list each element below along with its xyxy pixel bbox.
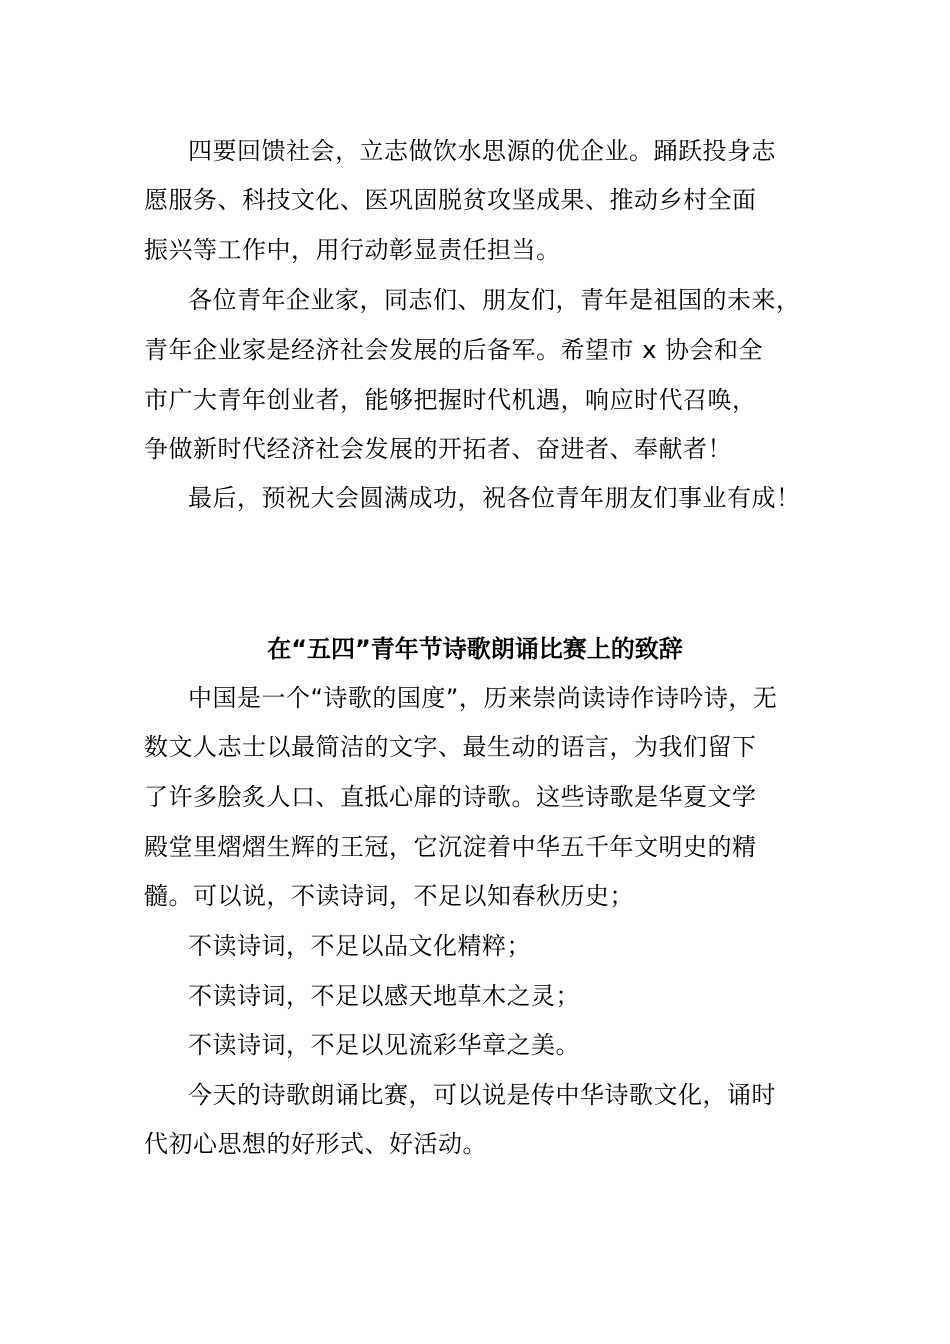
section-title: 在“五四”青年节诗歌朗诵比赛上的致辞 [267, 635, 683, 663]
paragraph-line: 振兴等工作中，用行动彰显责任担当。 [144, 236, 561, 264]
paragraph-line: 不读诗词，不足以品文化精粹； [188, 932, 531, 960]
paragraph-line: 中国是一个“诗歌的国度”，历来崇尚读诗作诗吟诗，无 [188, 684, 778, 712]
paragraph-line: 不读诗词，不足以见流彩华章之美。 [188, 1031, 580, 1059]
paragraph-line: 四要回馈社会，立志做饮水思源的优企业。踊跃投身志 [188, 137, 776, 165]
paragraph-line: 市广大青年创业者，能够把握时代机遇，响应时代召唤， [144, 386, 757, 414]
paragraph-line: 最后，预祝大会圆满成功，祝各位青年朋友们事业有成！ [188, 484, 801, 512]
paragraph-line: 不读诗词，不足以感天地草木之灵； [188, 982, 580, 1010]
paragraph-line: 今天的诗歌朗诵比赛，可以说是传中华诗歌文化，诵时 [188, 1081, 776, 1109]
paragraph-line: 青年企业家是经济社会发展的后备军。希望市 x 协会和全 [144, 336, 763, 364]
paragraph-line: 争做新时代经济社会发展的开拓者、奋进者、奉献者！ [144, 435, 732, 463]
paragraph-line: 了许多脍炙人口、直抵心扉的诗歌。这些诗歌是华夏文学 [144, 783, 757, 811]
paragraph-line: 愿服务、科技文化、医巩固脱贫攻坚成果、推动乡村全面 [144, 186, 757, 214]
paragraph-line: 殿堂里熠熠生辉的王冠，它沉淀着中华五千年文明史的精 [144, 833, 757, 861]
paragraph-line: 各位青年企业家，同志们、朋友们，青年是祖国的未来， [188, 286, 801, 314]
paragraph-line: 代初心思想的好形式、好活动。 [144, 1130, 487, 1158]
paragraph-line: 数文人志士以最简洁的文字、最生动的语言，为我们留下 [144, 733, 757, 761]
paragraph-line: 髓。可以说，不读诗词，不足以知春秋历史； [144, 882, 634, 910]
